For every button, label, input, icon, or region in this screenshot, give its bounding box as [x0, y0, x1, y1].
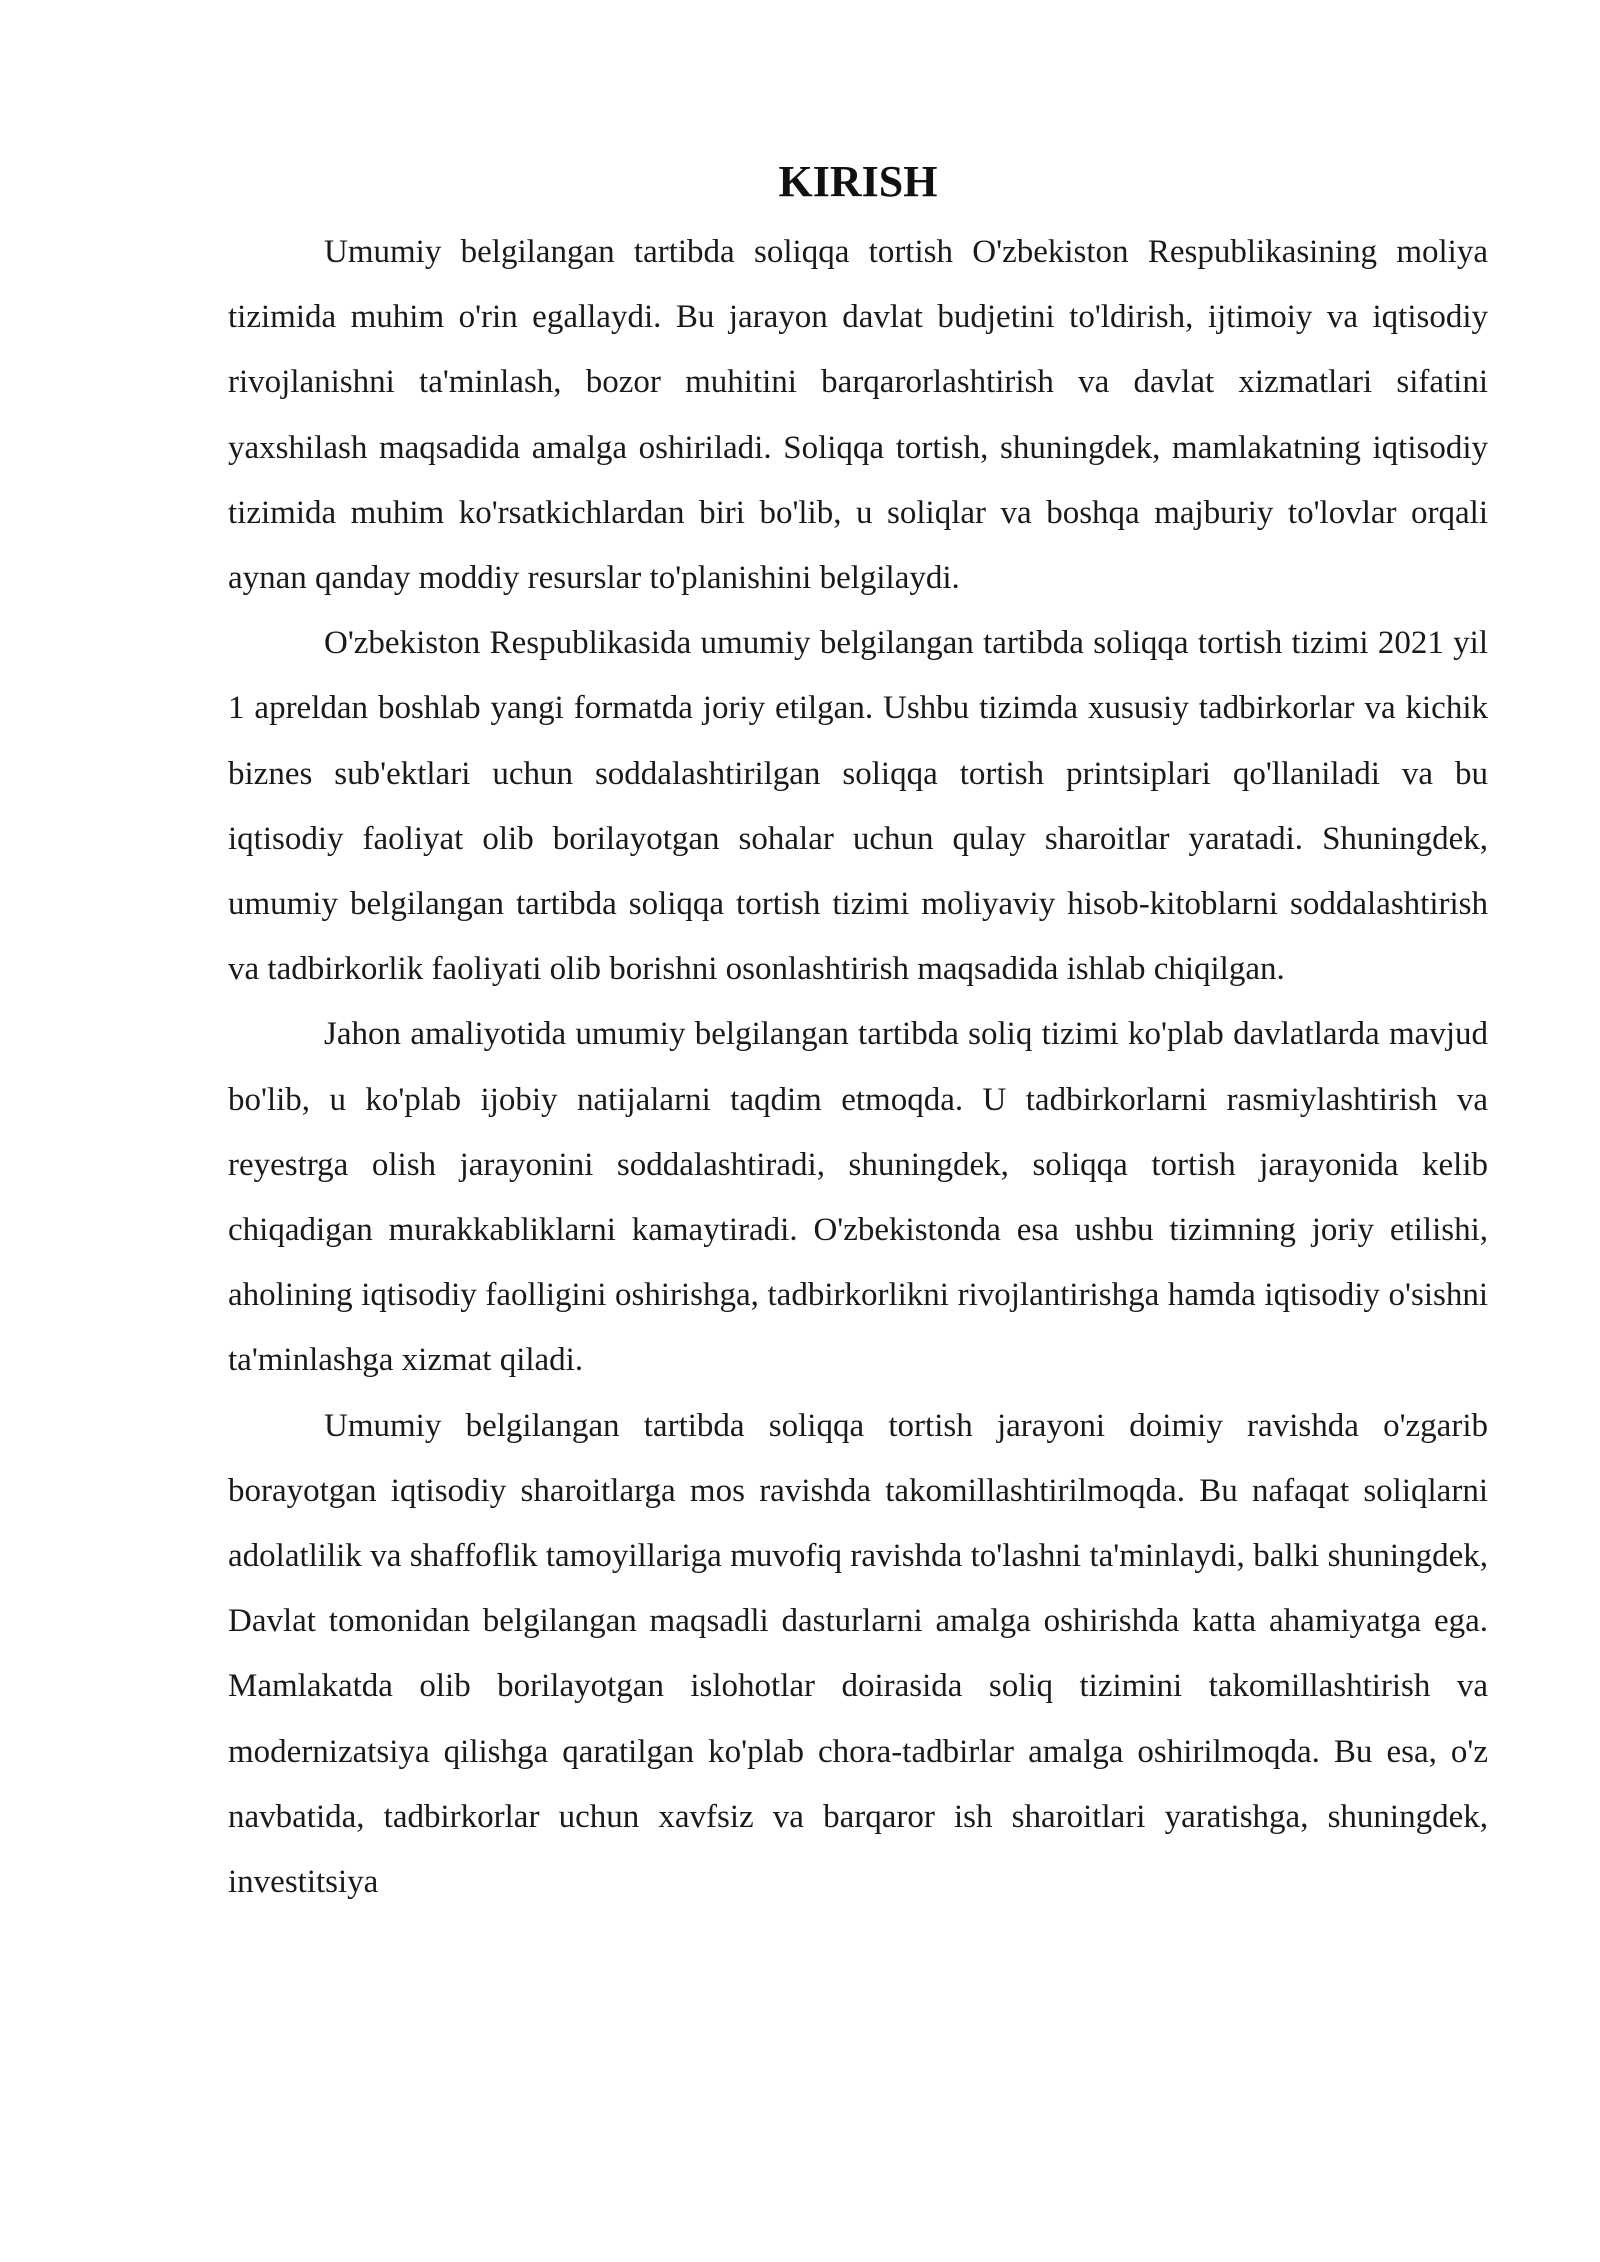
- document-body: [228, 150, 1488, 1915]
- paragraph-2: O'zbekiston Respublikasida umumiy belgilangan tartibda soliqqa tortish tizimi 2021 yil 1 apreldan boshlab yangi formatda joriy etilgan. Ushbu tizimda xususiy tadbirkorlar va kichik biznes sub'ektlari uchun soddalashtirilgan soliqqa tortish printsiplari qo'llaniladi va bu iqtisodiy faoliyat olib borilayotgan sohalar uchun qulay sharoitlar yaratadi. Shuningdek, umumiy belgilangan tartibda soliqqa tortish tizimi moliyaviy hisob-kitoblarni soddalashtirish va tadbirkorlik faoliyati olib borishni osonlashtirish maqsadida ishlab chiqilgan.: [228, 625, 1488, 988]
- page-title: KIRISH: [778, 157, 938, 206]
- paragraph-4: Umumiy belgilangan tartibda soliqqa tortish jarayoni doimiy ravishda o'zgarib borayotgan iqtisodiy sharoitlarga mos ravishda takomillashtirilmoqda. Bu nafaqat soliqlarni adolatlilik va shaffoflik tamoyillariga muvofiq ravishda to'lashni ta'minlaydi, balki shuningdek, Davlat tomonidan belgilangan maqsadli dasturlarni amalga oshirishda katta ahamiyatga ega. Mamlakatda olib borilayotgan islohotlar doirasida soliq tizimini takomillashtirish va modernizatsiya qilishga qaratilgan ko'plab chora-tadbirlar amalga oshirilmoqda. Bu esa, o'z navbatida, tadbirkorlar uchun xavfsiz va barqaror ish sharoitlari yaratishga, shuningdek, investitsiya: [228, 1407, 1488, 1901]
- paragraph-3: Jahon amaliyotida umumiy belgilangan tartibda soliq tizimi ko'plab davlatlarda mavjud bo'lib, u ko'plab ijobiy natijalarni taqdim etmoqda. U tadbirkorlarni rasmiylashtirish va reyestrga olish jarayonini soddalashtiradi, shuningdek, soliqqa tortish jarayonida kelib chiqadigan murakkabliklarni kamaytiradi. O'zbekistonda esa ushbu tizimning joriy etilishi, aholining iqtisodiy faolligini oshirishga, tadbirkorlikni rivojlantirishga hamda iqtisodiy o'sishni ta'minlashga xizmat qiladi.: [228, 1016, 1488, 1379]
- paragraph-1: Umumiy belgilangan tartibda soliqqa tortish O'zbekiston Respublikasining moliya tizimida muhim o'rin egallaydi. Bu jarayon davlat budjetini to'ldirish, ijtimoiy va iqtisodiy rivojlanishni ta'minlash, bozor muhitini barqarorlashtirish va davlat xizmatlari sifatini yaxshilash maqsadida amalga oshiriladi. Soliqqa tortish, shuningdek, mamlakatning iqtisodiy tizimida muhim ko'rsatkichlardan biri bo'lib, u soliqlar va boshqa majburiy to'lovlar orqali aynan qanday moddiy resurslar to'planishini belgilaydi.: [228, 234, 1488, 597]
